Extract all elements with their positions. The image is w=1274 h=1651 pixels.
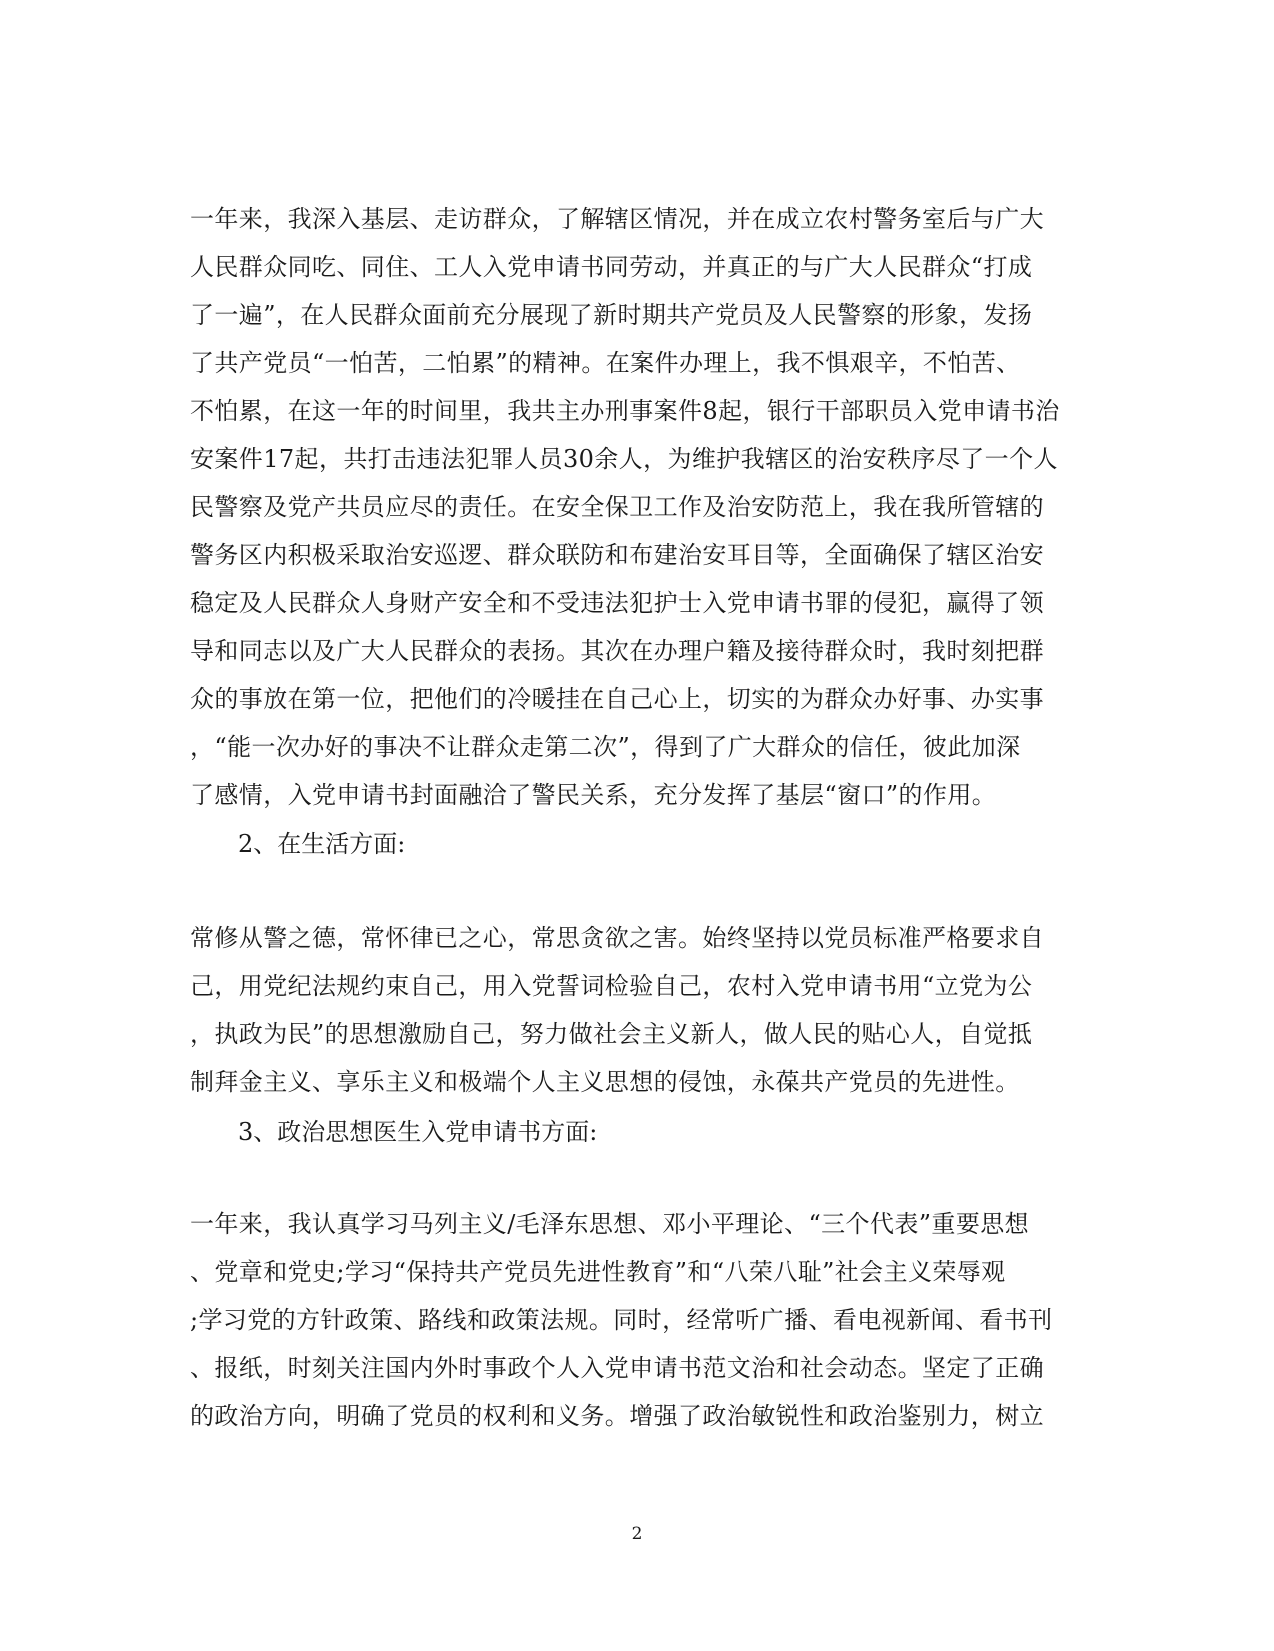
text-line: 了感情，入党申请书封面融洽了警民关系，充分发挥了基层“窗口”的作用。 (190, 781, 997, 809)
text-line: 、党章和党史;学习“保持共产党员先进性教育”和“八荣八耻”社会主义荣辱观 (190, 1258, 1006, 1286)
text-line: 了一遍”，在人民群众面前充分展现了新时期共产党员及人民警察的形象，发扬 (190, 301, 1033, 329)
paragraph-life (190, 914, 1080, 1106)
text-line: ;学习党的方针政策、路线和政策法规。同时，经常听广播、看电视新闻、看书刊 (190, 1306, 1053, 1334)
text-line: 安案件17起，共打击违法犯罪人员30余人，为维护我辖区的治安秩序尽了一个人 (190, 445, 1058, 473)
text-line: 了共产党员“一怕苦，二怕累”的精神。在案件办理上，我不惧艰辛，不怕苦、 (190, 349, 1021, 377)
text-line: 一年来，我认真学习马列主义/毛泽东思想、邓小平理论、“三个代表”重要思想 (190, 1210, 1030, 1238)
paragraph-work (190, 195, 1080, 819)
text-line: 常修从警之德，常怀律已之心，常思贪欲之害。始终坚持以党员标准严格要求自 (190, 924, 1044, 952)
paragraph-politics (190, 1200, 1080, 1440)
text-line: 警务区内积极采取治安巡逻、群众联防和布建治安耳目等，全面确保了辖区治安 (190, 541, 1044, 569)
text-line: ，“能一次办好的事决不让群众走第二次”，得到了广大群众的信任，彼此加深 (190, 733, 1021, 761)
text-line: 的政治方向，明确了党员的权利和义务。增强了政治敏锐性和政治鉴别力，树立 (190, 1402, 1044, 1430)
text-line: 人民群众同吃、同住、工人入党申请书同劳动，并真正的与广大人民群众“打成 (190, 253, 1033, 281)
page-number: 2 (631, 1524, 643, 1544)
text-line: 众的事放在第一位，把他们的冷暖挂在自己心上，切实的为群众办好事、办实事 (190, 685, 1044, 713)
text-line: ，执政为民”的思想激励自己，努力做社会主义新人，做人民的贴心人，自觉抵 (190, 1020, 1033, 1048)
text-line: 制拜金主义、享乐主义和极端个人主义思想的侵蚀，永葆共产党员的先进性。 (190, 1068, 1020, 1096)
section-heading-life: 2、在生活方面: (238, 830, 406, 858)
text-line: 、报纸，时刻关注国内外时事政个人入党申请书范文治和社会动态。坚定了正确 (190, 1354, 1044, 1382)
text-line: 民警察及党产共员应尽的责任。在安全保卫工作及治安防范上，我在我所管辖的 (190, 493, 1044, 521)
section-heading-politics: 3、政治思想医生入党申请书方面: (238, 1118, 598, 1146)
text-line: 稳定及人民群众人身财产安全和不受违法犯护士入党申请书罪的侵犯，赢得了领 (190, 589, 1044, 617)
text-line: 导和同志以及广大人民群众的表扬。其次在办理户籍及接待群众时，我时刻把群 (190, 637, 1044, 665)
text-line: 己，用党纪法规约束自己，用入党誓词检验自己，农村入党申请书用“立党为公 (190, 972, 1033, 1000)
text-line: 一年来，我深入基层、走访群众，了解辖区情况，并在成立农村警务室后与广大 (190, 205, 1044, 233)
text-line: 不怕累，在这一年的时间里，我共主办刑事案件8起，银行干部职员入党申请书治 (190, 397, 1060, 425)
